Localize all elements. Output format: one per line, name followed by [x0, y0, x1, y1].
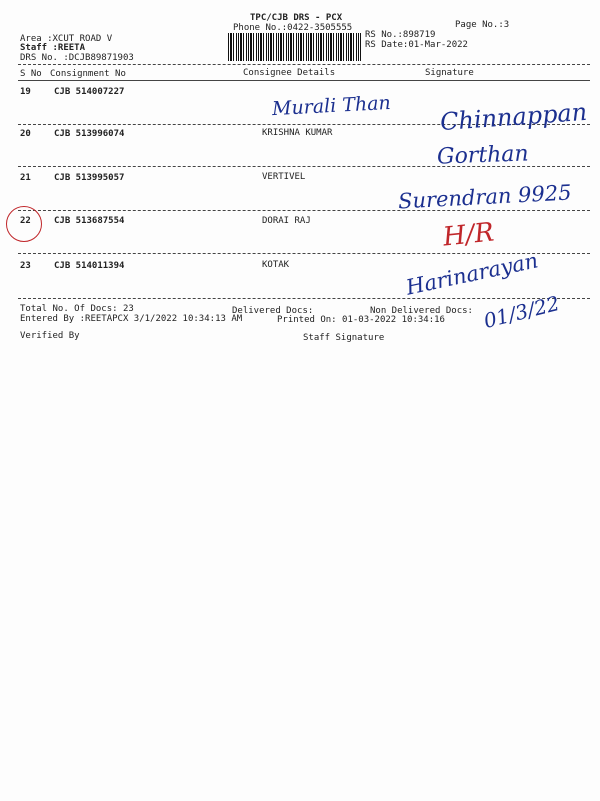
row-consignment: CJB 513995057	[54, 173, 125, 183]
phone-number: Phone No.:0422-3505555	[233, 23, 353, 33]
handwritten-signature: Murali Than	[271, 91, 392, 121]
total-docs: Total No. Of Docs: 23	[20, 304, 134, 314]
col-sno: S No	[20, 69, 42, 79]
printed-on: Printed On: 01-03-2022 10:34:16	[277, 315, 445, 325]
row-sno: 21	[20, 173, 31, 183]
handwritten-date: 01/3/22	[481, 291, 562, 333]
handwritten-hr-mark: H/R	[441, 217, 496, 253]
row-consignee: VERTIVEL	[262, 172, 306, 182]
handwritten-signature: Chinnappan	[439, 97, 589, 137]
area-label: Area :XCUT ROAD V	[20, 34, 113, 44]
verified-by: Verified By	[20, 331, 80, 341]
staff-signature: Staff Signature	[303, 333, 385, 343]
row-divider	[18, 210, 590, 211]
column-header-divider	[18, 80, 590, 81]
row-sno: 23	[20, 261, 31, 271]
document-title: TPC/CJB DRS - PCX	[250, 13, 343, 23]
header-divider	[18, 64, 590, 65]
col-consignee: Consignee Details	[243, 68, 336, 78]
row-consignment: CJB 514007227	[54, 87, 125, 97]
row-consignment: CJB 513996074	[54, 129, 125, 139]
drs-number: DRS No. :DCJB89871903	[20, 53, 134, 63]
handwritten-signature: Gorthan	[436, 141, 530, 170]
row-sno: 22	[20, 216, 31, 226]
col-signature: Signature	[425, 68, 474, 78]
row-consignee: KOTAK	[262, 260, 290, 270]
row-consignee: KRISHNA KUMAR	[262, 128, 333, 138]
rs-date: RS Date:01-Mar-2022	[365, 40, 468, 50]
entered-by: Entered By :REETAPCX 3/1/2022 10:34:13 AM	[20, 314, 243, 324]
delivered-docs: Delivered Docs:	[232, 306, 314, 316]
handwritten-signature: Harinarayan	[403, 248, 541, 300]
row-sno: 19	[20, 87, 31, 97]
staff-label: Staff :REETA	[20, 43, 86, 53]
page-number: Page No.:3	[455, 20, 510, 30]
row-sno: 20	[20, 129, 31, 139]
row-consignee: DORAI RAJ	[262, 216, 311, 226]
row-consignment: CJB 513687554	[54, 216, 125, 226]
barcode	[228, 33, 361, 61]
col-consignment: Consignment No	[50, 69, 126, 79]
non-delivered-docs: Non Delivered Docs:	[370, 306, 473, 316]
rs-number: RS No.:898719	[365, 30, 436, 40]
row-divider	[18, 298, 590, 299]
handwritten-signature: Surendran 9925	[397, 180, 573, 214]
row-consignment: CJB 514011394	[54, 261, 125, 271]
